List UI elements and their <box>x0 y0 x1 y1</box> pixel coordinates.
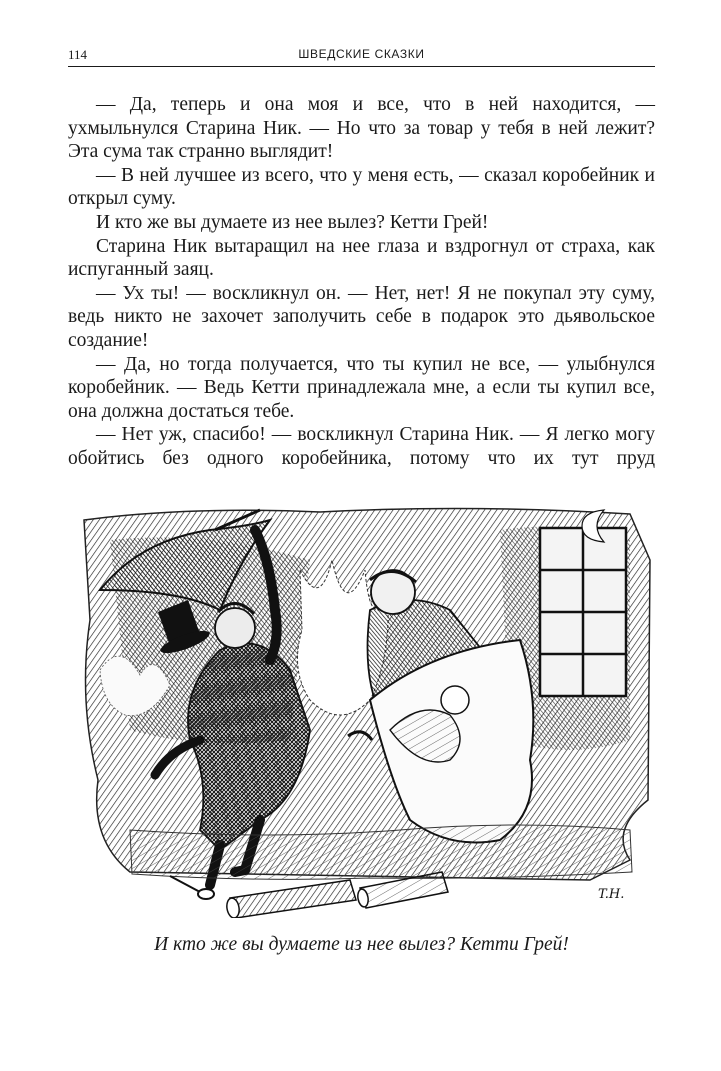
running-header <box>68 44 655 67</box>
illustration-caption: И кто же вы думаете из нее вылез? Кетти Грей! <box>154 934 569 955</box>
artist-signature: T.H. <box>598 887 625 902</box>
paragraph: И кто же вы думаете из нее вылез? Кетти Грей! <box>96 211 489 233</box>
paragraph: — В ней лучшее из всего, что у меня есть, — сказал коробейник и открыл суму. <box>68 164 655 210</box>
page-number: 114 <box>68 47 88 62</box>
window <box>540 528 626 696</box>
paragraph: — Да, теперь и она моя и все, что в ней находится, — ухмыльнулся Старина Ник. — Но что за товар у тебя в ней лежит? Эта сума так странно выглядит! <box>68 94 655 163</box>
paragraph: — Нет уж, спасибо! — воскликнул Старина Ник. — Я легко могу обойтись без одного коробейника, потому что их тут пруд <box>68 424 655 469</box>
illustration <box>70 500 654 918</box>
paragraph: — Ух ты! — воскликнул он. — Нет, нет! Я не покупал эту суму, ведь никто не захочет заполучить себе в подарок это дьявольское создание! <box>68 282 655 351</box>
paragraph: Старина Ник вытаращил на нее глаза и вздрогнул от страха, как испуганный заяц. <box>68 235 655 281</box>
paragraph: — Да, но тогда получается, что ты купил не все, — улыбнулся коробейник. — Ведь Кетти принадлежала мне, а если ты купил все, она должна достаться тебе. <box>68 353 655 422</box>
body-text <box>68 93 655 471</box>
running-title: ШВЕДСКИЕ СКАЗКИ <box>298 47 425 61</box>
